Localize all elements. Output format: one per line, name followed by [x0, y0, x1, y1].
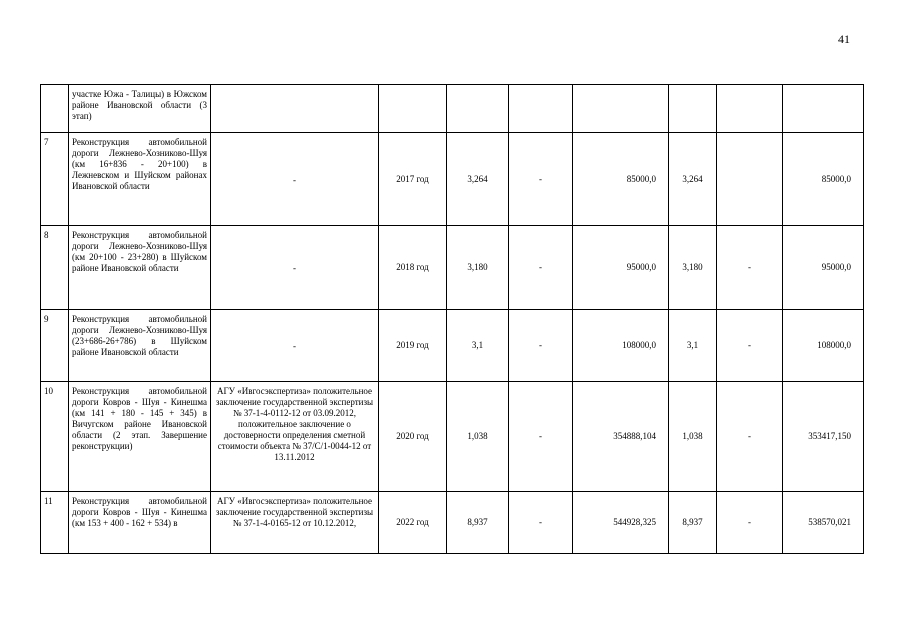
- period: 2018 год: [379, 226, 447, 310]
- estimated-cost: 544928,325: [573, 492, 669, 554]
- length-km: [447, 85, 509, 133]
- expertise-info: АГУ «Ивгосэкспертиза» положительное заключение государственной экспертизы № 37-1-4-0165-12 от 10.12.2012,: [211, 492, 379, 554]
- length-km: 3,180: [447, 226, 509, 310]
- capacity: -: [509, 492, 573, 554]
- capacity-plan: [717, 133, 783, 226]
- road-projects-table: [40, 84, 864, 554]
- expertise-info: -: [211, 310, 379, 382]
- expertise-info: -: [211, 226, 379, 310]
- cost-plan: 85000,0: [783, 133, 864, 226]
- capacity: -: [509, 133, 573, 226]
- capacity: -: [509, 226, 573, 310]
- length-km: 3,264: [447, 133, 509, 226]
- length-km-plan: 8,937: [669, 492, 717, 554]
- row-number: 9: [41, 310, 69, 382]
- capacity-plan: -: [717, 226, 783, 310]
- period: 2020 год: [379, 382, 447, 492]
- row-number: 7: [41, 133, 69, 226]
- capacity-plan: [717, 85, 783, 133]
- capacity: -: [509, 310, 573, 382]
- estimated-cost: 85000,0: [573, 133, 669, 226]
- expertise-info: -: [211, 133, 379, 226]
- cost-plan: 95000,0: [783, 226, 864, 310]
- object-name: Реконструкция автомобильной дороги Лежнево-Хозниково-Шуя (км 16+836 - 20+100) в Лежневском и Шуйском районах Ивановской области: [69, 133, 211, 226]
- period: [379, 85, 447, 133]
- length-km: 3,1: [447, 310, 509, 382]
- object-name: участке Южа - Талицы) в Южском районе Ивановской области (3 этап): [69, 85, 211, 133]
- table-row: [41, 133, 864, 226]
- row-number: 11: [41, 492, 69, 554]
- period: 2022 год: [379, 492, 447, 554]
- length-km-plan: 3,1: [669, 310, 717, 382]
- row-number: [41, 85, 69, 133]
- table-row: [41, 492, 864, 554]
- estimated-cost: 354888,104: [573, 382, 669, 492]
- object-name: Реконструкция автомобильной дороги Ковров - Шуя - Кинешма (км 141 + 180 - 145 + 345) в Вичугском районе Ивановской области (2 этап. Завершение реконструкции): [69, 382, 211, 492]
- period: 2019 год: [379, 310, 447, 382]
- expertise-info: АГУ «Ивгосэкспертиза» положительное заключение государственной экспертизы № 37-1-4-0112-12 от 03.09.2012, положительное заключение о достоверности определения сметной стоимости объекта № 37/С/1-0044-12 от 13.11.2012: [211, 382, 379, 492]
- capacity-plan: -: [717, 492, 783, 554]
- table-row: [41, 310, 864, 382]
- estimated-cost: 95000,0: [573, 226, 669, 310]
- expertise-info: [211, 85, 379, 133]
- length-km-plan: 3,180: [669, 226, 717, 310]
- estimated-cost: 108000,0: [573, 310, 669, 382]
- length-km: 8,937: [447, 492, 509, 554]
- table-row: [41, 382, 864, 492]
- page-number: 41: [838, 32, 850, 46]
- table-row: [41, 85, 864, 133]
- capacity-plan: -: [717, 382, 783, 492]
- length-km-plan: [669, 85, 717, 133]
- cost-plan: [783, 85, 864, 133]
- capacity-plan: -: [717, 310, 783, 382]
- length-km-plan: 1,038: [669, 382, 717, 492]
- row-number: 8: [41, 226, 69, 310]
- cost-plan: 538570,021: [783, 492, 864, 554]
- object-name: Реконструкция автомобильной дороги Лежнево-Хозниково-Шуя (км 20+100 - 23+280) в Шуйском районе Ивановской области: [69, 226, 211, 310]
- object-name: Реконструкция автомобильной дороги Лежнево-Хозниково-Шуя (23+686-26+786) в Шуйском районе Ивановской области: [69, 310, 211, 382]
- period: 2017 год: [379, 133, 447, 226]
- cost-plan: 108000,0: [783, 310, 864, 382]
- capacity: -: [509, 382, 573, 492]
- cost-plan: 353417,150: [783, 382, 864, 492]
- capacity: [509, 85, 573, 133]
- table-row: [41, 226, 864, 310]
- object-name: Реконструкция автомобильной дороги Ковров - Шуя - Кинешма (км 153 + 400 - 162 + 534) в: [69, 492, 211, 554]
- length-km-plan: 3,264: [669, 133, 717, 226]
- estimated-cost: [573, 85, 669, 133]
- row-number: 10: [41, 382, 69, 492]
- length-km: 1,038: [447, 382, 509, 492]
